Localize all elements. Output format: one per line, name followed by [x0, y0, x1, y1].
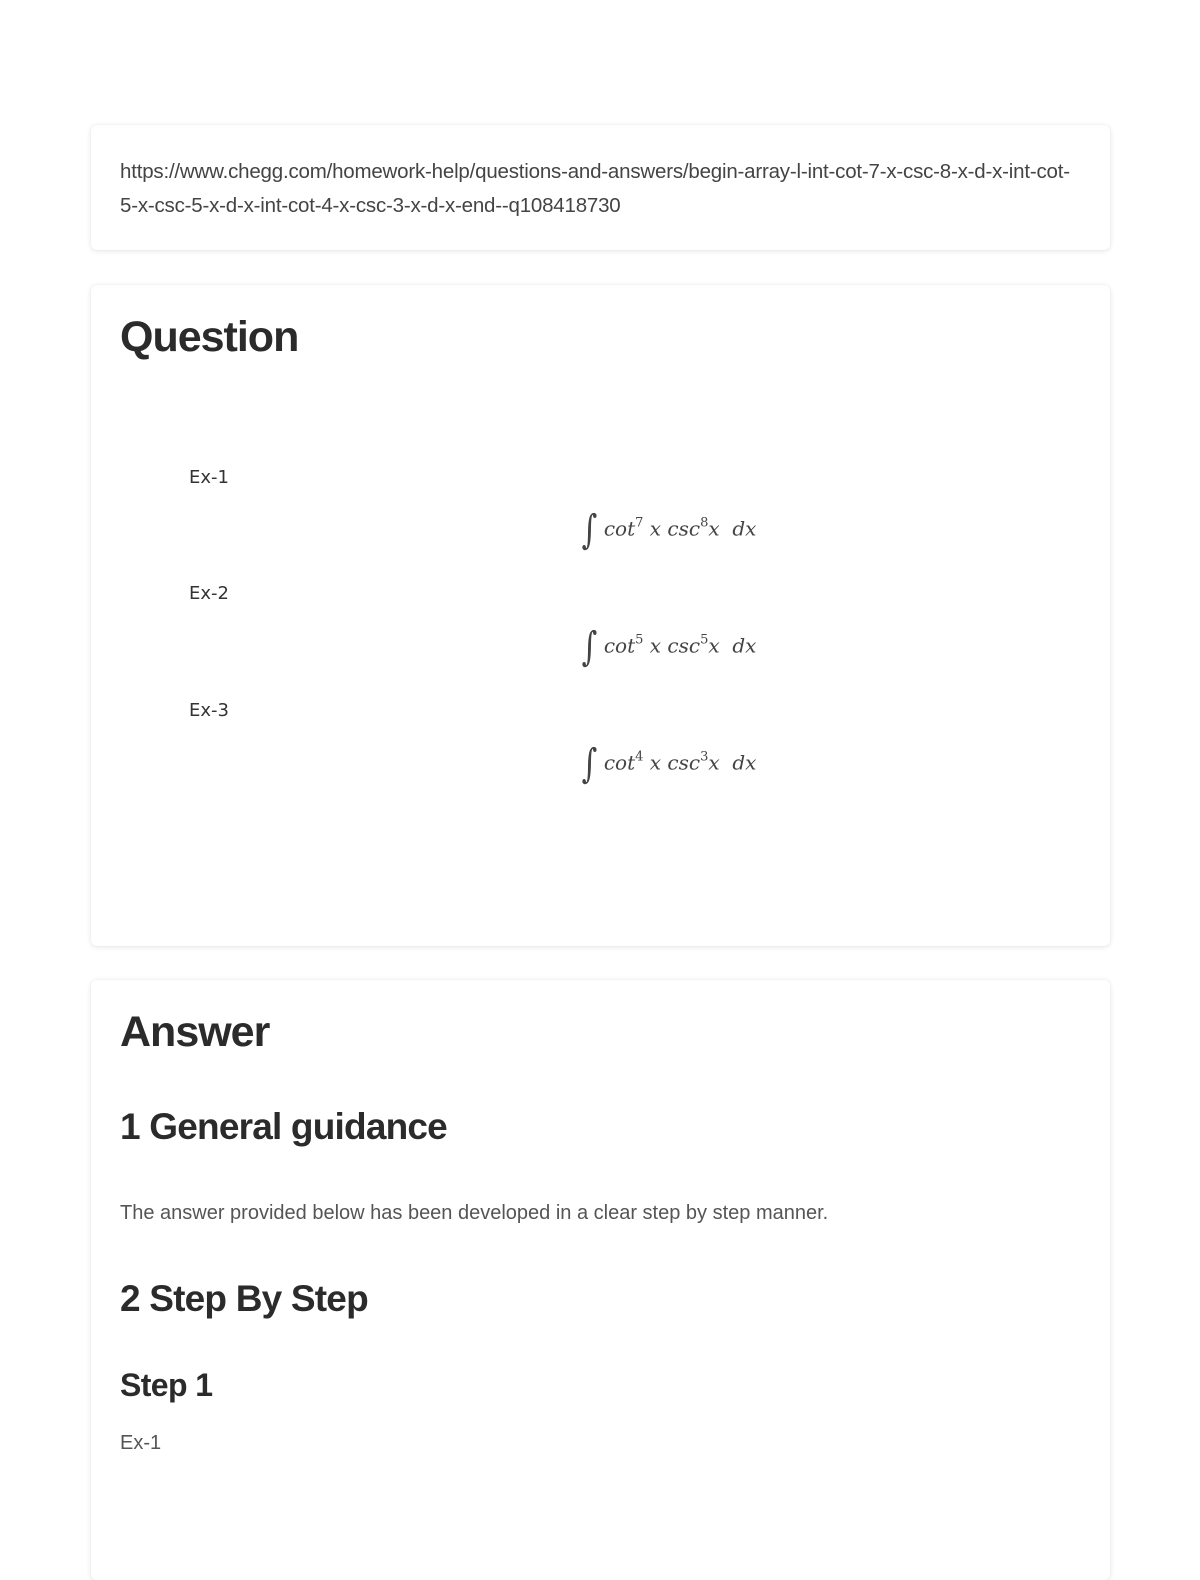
section-general-guidance-title: 1 General guidance [120, 1106, 447, 1147]
integral-sign: ∫ [581, 624, 598, 670]
url-card [91, 125, 1110, 250]
power: 5 [700, 632, 709, 648]
func-csc: csc [667, 516, 701, 541]
func-cot: cot [603, 750, 636, 775]
section-step-by-step-title: 2 Step By Step [120, 1278, 368, 1319]
differential: dx [732, 516, 757, 541]
integral-expression-3 [579, 741, 756, 787]
variable: x [643, 633, 668, 658]
variable: x [708, 633, 720, 658]
differential: dx [732, 633, 757, 658]
integral-sign: ∫ [581, 741, 598, 787]
func-cot: cot [603, 516, 636, 541]
func-cot: cot [603, 633, 636, 658]
question-heading: Question [120, 313, 299, 361]
variable: x [708, 750, 720, 775]
integral-expression-1 [579, 507, 756, 553]
step-1-text: Ex-1 [120, 1432, 162, 1454]
question-card [91, 285, 1110, 946]
example-label-3: Ex-3 [189, 700, 229, 721]
general-guidance-text: The answer provided below has been developed in a clear step by step manner. [120, 1202, 829, 1224]
power: 7 [635, 515, 644, 531]
source-url: https://www.chegg.com/homework-help/questions-and-answers/begin-array-l-int-cot-7-x-csc-8-x-d-x-int-cot-5-x-csc-5-x-d-x-int-cot-4-x-csc-3-x-d-x-end--q108418730 [120, 160, 1070, 217]
answer-heading: Answer [120, 1008, 270, 1056]
func-csc: csc [667, 750, 701, 775]
variable: x [708, 516, 720, 541]
power: 5 [635, 632, 644, 648]
func-csc: csc [667, 633, 701, 658]
power: 4 [635, 749, 644, 765]
example-label-1: Ex-1 [189, 467, 229, 488]
integral-expression-2 [579, 624, 756, 670]
differential: dx [732, 750, 757, 775]
variable: x [643, 516, 668, 541]
variable: x [643, 750, 668, 775]
power: 8 [700, 515, 709, 531]
answer-card [91, 980, 1110, 1580]
integral-sign: ∫ [581, 507, 598, 553]
example-label-2: Ex-2 [189, 583, 229, 604]
power: 3 [700, 749, 709, 765]
step-1-title: Step 1 [120, 1367, 213, 1403]
